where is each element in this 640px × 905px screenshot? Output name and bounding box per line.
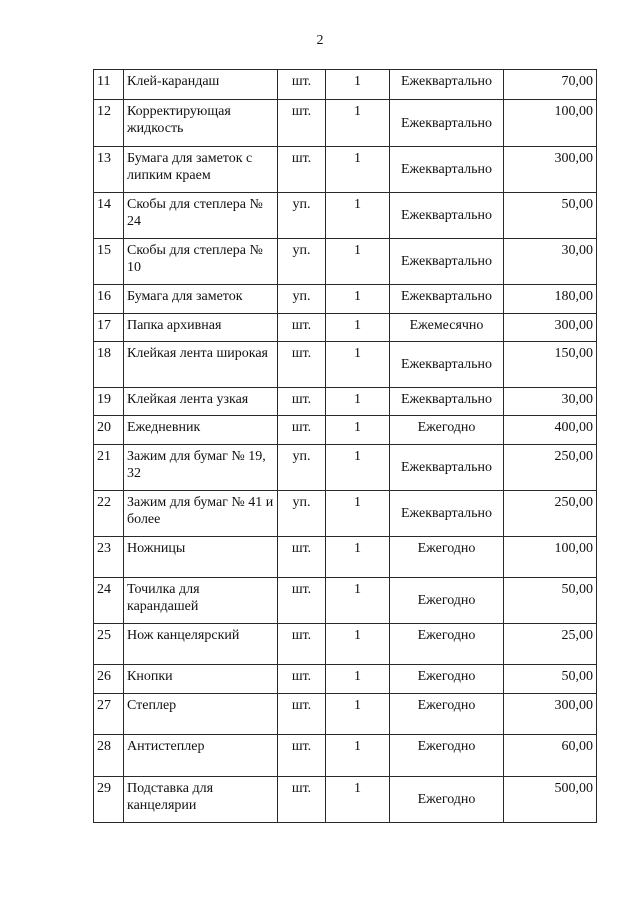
quantity-cell: 1 [326, 777, 390, 823]
frequency-cell: Ежегодно [390, 624, 504, 665]
unit-cell: шт. [278, 777, 326, 823]
item-name-cell: Бумага для заметок с липким краем [124, 147, 278, 193]
price-cell: 50,00 [504, 578, 597, 624]
price-cell: 400,00 [504, 416, 597, 445]
supplies-table [93, 69, 597, 823]
frequency-cell: Ежегодно [390, 665, 504, 694]
quantity-cell: 1 [326, 388, 390, 416]
table-row [94, 537, 597, 578]
frequency-cell: Ежеквартально [390, 445, 504, 491]
row-number-cell: 25 [94, 624, 124, 665]
price-cell: 30,00 [504, 239, 597, 285]
unit-cell: уп. [278, 285, 326, 314]
table-row [94, 147, 597, 193]
item-name-cell: Скобы для степлера № 10 [124, 239, 278, 285]
table-row [94, 314, 597, 342]
quantity-cell: 1 [326, 665, 390, 694]
unit-cell: шт. [278, 537, 326, 578]
item-name-cell: Кнопки [124, 665, 278, 694]
price-cell: 30,00 [504, 388, 597, 416]
unit-cell: шт. [278, 735, 326, 777]
unit-cell: шт. [278, 624, 326, 665]
price-cell: 70,00 [504, 70, 597, 100]
quantity-cell: 1 [326, 445, 390, 491]
frequency-cell: Ежегодно [390, 416, 504, 445]
quantity-cell: 1 [326, 70, 390, 100]
frequency-cell: Ежеквартально [390, 342, 504, 388]
frequency-cell: Ежеквартально [390, 491, 504, 537]
unit-cell: шт. [278, 416, 326, 445]
row-number-cell: 17 [94, 314, 124, 342]
price-cell: 180,00 [504, 285, 597, 314]
item-name-cell: Точилка для карандашей [124, 578, 278, 624]
quantity-cell: 1 [326, 694, 390, 735]
quantity-cell: 1 [326, 491, 390, 537]
unit-cell: шт. [278, 100, 326, 147]
frequency-cell: Ежеквартально [390, 100, 504, 147]
frequency-cell: Ежеквартально [390, 388, 504, 416]
frequency-cell: Ежегодно [390, 578, 504, 624]
table-row [94, 665, 597, 694]
frequency-cell: Ежеквартально [390, 147, 504, 193]
unit-cell: шт. [278, 665, 326, 694]
price-cell: 500,00 [504, 777, 597, 823]
frequency-cell: Ежегодно [390, 777, 504, 823]
item-name-cell: Подставка для канцелярии [124, 777, 278, 823]
price-cell: 100,00 [504, 100, 597, 147]
quantity-cell: 1 [326, 193, 390, 239]
item-name-cell: Клейкая лента узкая [124, 388, 278, 416]
quantity-cell: 1 [326, 239, 390, 285]
unit-cell: шт. [278, 694, 326, 735]
unit-cell: шт. [278, 147, 326, 193]
unit-cell: уп. [278, 239, 326, 285]
price-cell: 60,00 [504, 735, 597, 777]
row-number-cell: 14 [94, 193, 124, 239]
price-cell: 250,00 [504, 491, 597, 537]
table-row [94, 624, 597, 665]
price-cell: 300,00 [504, 314, 597, 342]
price-cell: 50,00 [504, 193, 597, 239]
unit-cell: шт. [278, 70, 326, 100]
quantity-cell: 1 [326, 100, 390, 147]
quantity-cell: 1 [326, 285, 390, 314]
price-cell: 250,00 [504, 445, 597, 491]
row-number-cell: 24 [94, 578, 124, 624]
frequency-cell: Ежегодно [390, 735, 504, 777]
price-cell: 100,00 [504, 537, 597, 578]
table-row [94, 342, 597, 388]
price-cell: 25,00 [504, 624, 597, 665]
item-name-cell: Ежедневник [124, 416, 278, 445]
table-row [94, 70, 597, 100]
row-number-cell: 11 [94, 70, 124, 100]
quantity-cell: 1 [326, 314, 390, 342]
quantity-cell: 1 [326, 147, 390, 193]
frequency-cell: Ежеквартально [390, 193, 504, 239]
item-name-cell: Клей-карандаш [124, 70, 278, 100]
table-row [94, 445, 597, 491]
quantity-cell: 1 [326, 578, 390, 624]
row-number-cell: 22 [94, 491, 124, 537]
quantity-cell: 1 [326, 342, 390, 388]
row-number-cell: 29 [94, 777, 124, 823]
table-row [94, 239, 597, 285]
unit-cell: шт. [278, 342, 326, 388]
unit-cell: шт. [278, 314, 326, 342]
item-name-cell: Антистеплер [124, 735, 278, 777]
row-number-cell: 26 [94, 665, 124, 694]
page-number: 2 [316, 33, 324, 48]
frequency-cell: Ежегодно [390, 694, 504, 735]
supplies-table-body [94, 70, 597, 823]
table-row [94, 735, 597, 777]
table-row [94, 491, 597, 537]
table-row [94, 388, 597, 416]
frequency-cell: Ежегодно [390, 537, 504, 578]
item-name-cell: Папка архивная [124, 314, 278, 342]
item-name-cell: Степлер [124, 694, 278, 735]
row-number-cell: 15 [94, 239, 124, 285]
unit-cell: уп. [278, 445, 326, 491]
quantity-cell: 1 [326, 735, 390, 777]
row-number-cell: 23 [94, 537, 124, 578]
price-cell: 50,00 [504, 665, 597, 694]
item-name-cell: Зажим для бумаг № 41 и более [124, 491, 278, 537]
frequency-cell: Ежеквартально [390, 285, 504, 314]
row-number-cell: 21 [94, 445, 124, 491]
frequency-cell: Ежемесячно [390, 314, 504, 342]
item-name-cell: Клейкая лента широкая [124, 342, 278, 388]
unit-cell: уп. [278, 491, 326, 537]
row-number-cell: 13 [94, 147, 124, 193]
row-number-cell: 27 [94, 694, 124, 735]
item-name-cell: Зажим для бумаг № 19, 32 [124, 445, 278, 491]
price-cell: 300,00 [504, 694, 597, 735]
table-row [94, 100, 597, 147]
table-row [94, 285, 597, 314]
table-row [94, 694, 597, 735]
price-cell: 150,00 [504, 342, 597, 388]
quantity-cell: 1 [326, 416, 390, 445]
item-name-cell: Ножницы [124, 537, 278, 578]
frequency-cell: Ежеквартально [390, 70, 504, 100]
item-name-cell: Бумага для заметок [124, 285, 278, 314]
table-row [94, 193, 597, 239]
quantity-cell: 1 [326, 624, 390, 665]
quantity-cell: 1 [326, 537, 390, 578]
table-row [94, 416, 597, 445]
item-name-cell: Скобы для степлера № 24 [124, 193, 278, 239]
table-row [94, 578, 597, 624]
unit-cell: шт. [278, 578, 326, 624]
row-number-cell: 28 [94, 735, 124, 777]
row-number-cell: 12 [94, 100, 124, 147]
unit-cell: уп. [278, 193, 326, 239]
item-name-cell: Нож канцелярский [124, 624, 278, 665]
item-name-cell: Корректирующая жидкость [124, 100, 278, 147]
price-cell: 300,00 [504, 147, 597, 193]
row-number-cell: 20 [94, 416, 124, 445]
frequency-cell: Ежеквартально [390, 239, 504, 285]
table-row [94, 777, 597, 823]
row-number-cell: 19 [94, 388, 124, 416]
unit-cell: шт. [278, 388, 326, 416]
row-number-cell: 16 [94, 285, 124, 314]
row-number-cell: 18 [94, 342, 124, 388]
